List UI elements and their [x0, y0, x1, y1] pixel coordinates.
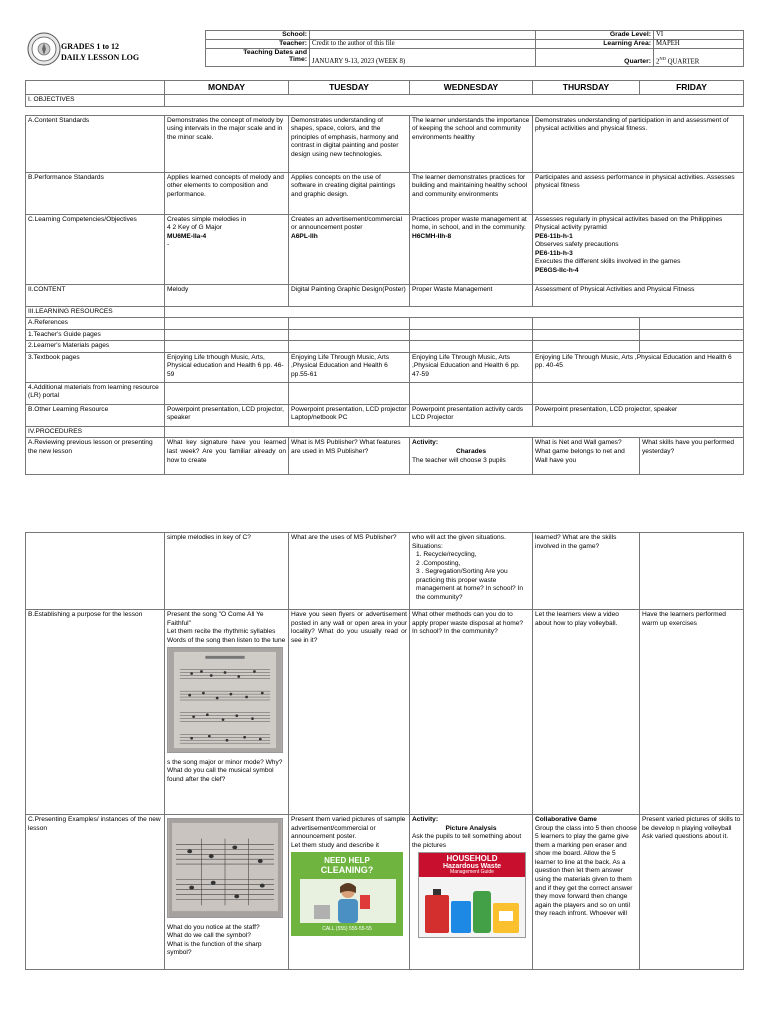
lm-fri — [640, 341, 744, 353]
content-standards-mon: Demonstrates the concept of melody by using intervals in the major scale and in the minor scale. — [165, 115, 289, 172]
teacher-label: Teacher: — [206, 39, 310, 48]
music-staff-image — [167, 818, 283, 918]
reviewing-label: A.Reviewing previous lesson or presenting the new lesson — [26, 438, 165, 475]
presenting-mon-1: What do you notice at the staff? — [167, 923, 260, 931]
cont-wed-1: who will act the given situations. — [412, 534, 506, 541]
performance-standards-mon: Applies learned concepts of melody and other elements to composition and performance. — [165, 172, 289, 214]
tg-mon — [165, 329, 289, 341]
reviewing-fri: What skills have you performed yesterday? — [640, 438, 744, 475]
cont-wed-4: 2 .Composting, — [416, 559, 461, 567]
competencies-wed — [410, 214, 533, 284]
other-wed: Powerpoint presentation activity cards LCD Projector — [410, 404, 533, 426]
poster-line-2: CLEANING? — [320, 865, 374, 876]
comp-tue-code: A6PL-IIh — [291, 232, 318, 240]
presenting-mon-3: What is the function of the sharp symbol? — [167, 940, 262, 957]
tg-thu — [533, 329, 640, 341]
cont-tue: What are the uses of MS Publisher? — [289, 533, 410, 610]
day-friday: FRIDAY — [640, 81, 744, 95]
tg-tue — [289, 329, 410, 341]
cont-wed-2: Situations: — [412, 542, 443, 550]
presenting-mon — [165, 815, 289, 970]
day-tuesday: TUESDAY — [289, 81, 410, 95]
presenting-wed-text: Ask the pupils to tell something about the pictures — [412, 833, 522, 849]
add-mon — [165, 382, 289, 404]
comp-thu-code3: PE6GS-IIc-h-4 — [535, 266, 579, 274]
textbook-label: 3.Textbook pages — [26, 352, 165, 382]
teaching-dates-value: JANUARY 9-13, 2023 (WEEK 8) — [310, 48, 536, 66]
textbook-mon: Enjoying Life trhough Music, Arts, Physical education and Health 6 pp. 46-59 — [165, 352, 289, 382]
presenting-tue-2: Let them study and describe it — [291, 841, 379, 849]
lesson-log-table-page2 — [25, 532, 744, 970]
purpose-label: B.Establishing a purpose for the lesson — [26, 610, 165, 815]
add-thu — [533, 382, 744, 404]
cleaning-woman-icon — [300, 879, 396, 923]
purpose-tue: Have you seen flyers or advertisement posted in any wall or open area in your locality? What do you usually read or see in it? — [289, 610, 410, 815]
comp-thu-code1: PE6-11b-h-1 — [535, 232, 573, 240]
performance-standards-label: B.Performance Standards — [26, 172, 165, 214]
quarter-word: QUARTER — [665, 57, 700, 65]
add-wed — [410, 382, 533, 404]
procedures-heading: IV.PROCEDURES — [26, 426, 165, 438]
review-wed-title: Charades — [455, 447, 487, 455]
content-thu: Assessment of Physical Activities and Physical Fitness — [533, 284, 744, 306]
quarter-num: 2 — [656, 57, 660, 65]
dll-header — [25, 30, 743, 74]
purpose-mon-3: Words of the song then listen to the tune — [167, 636, 286, 644]
resources-heading: III.LEARNING RESOURCES — [26, 306, 165, 318]
title-line-1: GRADES 1 to 12 — [61, 42, 120, 51]
presenting-tue-1: Present them varied pictures of sample advertisement/commercial or announcement poster. — [291, 816, 406, 841]
other-mon: Powerpoint presentation, LCD projector, speaker — [165, 404, 289, 426]
cont-thu: learned? What are the skills involved in the game? — [533, 533, 640, 610]
waste-containers-icon — [423, 881, 523, 935]
competencies-thu — [533, 214, 744, 284]
tg-pages-label: 1.Teacher's Guide pages — [26, 329, 165, 341]
lm-tue — [289, 341, 410, 353]
comp-thu-2: Observes safety precautions — [535, 241, 619, 249]
other-thu: Powerpoint presentation, LCD projector, speaker — [533, 404, 744, 426]
reviewing-mon: What key signature have you learned last week? Are you familiar already on how to create — [165, 438, 289, 475]
review-wed-text: The teacher will choose 3 pupils — [412, 456, 506, 464]
purpose-fri: Have the learners performed warm up exercises — [640, 610, 744, 815]
presenting-thu-text: Group the class into 5 then choose 5 learners to play the game give them a marking pen eraser and show me board. Allow the 5 learner to line at the back. As a question then let them answer using the materials given to them and if they get the correct answer they move forward then change again the players and so on until they reach infront. Whoever will — [535, 824, 637, 918]
textbook-tue: Enjoying Life Through Music, Arts ,Physical Education and Health 6 pp.55-61 — [289, 352, 410, 382]
tg-fri — [640, 329, 744, 341]
cont-mon: simple melodies in key of C? — [165, 533, 289, 610]
performance-standards-wed: The learner demonstrates practices for building and maintaining healthy school and community environments — [410, 172, 533, 214]
reviewing-thu: What is Net and Wall games? What game belongs to net and Wall have you — [533, 438, 640, 475]
presenting-label: C.Presenting Examples/ instances of the new lesson — [26, 815, 165, 970]
spacer-row — [26, 106, 744, 115]
comp-thu-code2: PE6-11b-h-3 — [535, 249, 573, 257]
cont-wed — [410, 533, 533, 610]
performance-standards-thu: Participates and assess performance in physical activities. Assesses physical fitness — [533, 172, 744, 214]
content-mon: Melody — [165, 284, 289, 306]
cont-fri — [640, 533, 744, 610]
ref-tue — [289, 318, 410, 330]
cont-wed-3: 1. Recycle/recycling, — [416, 551, 477, 559]
school-value — [310, 31, 536, 40]
ref-mon — [165, 318, 289, 330]
content-standards-wed: The learner understands the importance of keeping the school and community environments healthy — [410, 115, 533, 172]
content-standards-thu: Demonstrates understanding of participation in and assessment of physical activities and physical fitness. — [533, 115, 744, 172]
guide-line-2: Hazardous Waste — [442, 863, 502, 871]
teaching-dates-label — [206, 48, 310, 66]
purpose-mon-4: s the song major or minor mode? Why? — [167, 758, 283, 766]
cleaning-poster-image — [291, 852, 403, 936]
grade-level-value: VI — [654, 31, 744, 40]
presenting-fri: Present varied pictures of skills to be develop n playing volleyball Ask varied questions about it. — [640, 815, 744, 970]
objectives-heading: I. OBJECTIVES — [26, 95, 165, 107]
learning-area-label: Learning Area: — [536, 39, 654, 48]
content-wed: Proper Waste Management — [410, 284, 533, 306]
presenting-wed-activity: Activity: — [412, 816, 439, 823]
corner-cell — [26, 81, 165, 95]
tg-wed — [410, 329, 533, 341]
content-standards-tue: Demonstrates understanding of shapes, space, colors, and the principles of emphasis, harmony and contrast in digital painting and poster design using new technologies. — [289, 115, 410, 172]
add-tue — [289, 382, 410, 404]
deped-seal-icon — [27, 32, 61, 66]
title-line-2: DAILY LESSON LOG — [61, 52, 140, 62]
textbook-thu: Enjoying Life Through Music, Arts ,Physical Education and Health 6 pp. 40-45 — [533, 352, 744, 382]
presenting-tue — [289, 815, 410, 970]
day-thursday: THURSDAY — [533, 81, 640, 95]
purpose-wed: What other methods can you do to apply proper waste disposal at home? In school? In the community? — [410, 610, 533, 815]
day-wednesday: WEDNESDAY — [410, 81, 533, 95]
comp-tue-1: Creates an advertisement/commercial or announcement poster — [291, 215, 403, 232]
lm-thu — [533, 341, 640, 353]
school-label: School: — [206, 31, 310, 40]
procedures-blank — [165, 426, 744, 438]
header-info-grid — [205, 30, 744, 67]
purpose-mon-2: Let them recite the rhythmic syllables — [167, 628, 276, 636]
guide-line-3: Management Guide — [450, 869, 494, 876]
teacher-value: Credit to the author of this file — [310, 39, 536, 48]
song-sheet-image — [167, 647, 283, 753]
reviewing-wed — [410, 438, 533, 475]
poster-line-3: CALL (555) 555-55-55 — [322, 925, 372, 932]
quarter-sup: ND — [659, 55, 666, 61]
comp-mon-3: - — [167, 241, 170, 249]
learning-area-value: MAPEH — [654, 39, 744, 48]
content-standards-label: A.Content Standards — [26, 115, 165, 172]
lm-wed — [410, 341, 533, 353]
content-label: II.CONTENT — [26, 284, 165, 306]
ref-wed — [410, 318, 533, 330]
references-label: A.References — [26, 318, 165, 330]
objectives-blank — [165, 95, 744, 107]
lm-pages-label: 2.Learner's Materials pages — [26, 341, 165, 353]
comp-wed-1: Practices proper waste management at home, in school, and in the community. — [412, 215, 527, 232]
textbook-wed: Enjoying Life Through Music, Arts ,Physical Education and Health 6 pp. 47-59 — [410, 352, 533, 382]
dates-label-2: Time: — [288, 56, 307, 64]
comp-mon-1: Creates simple melodies in — [167, 215, 247, 223]
guide-line-1: HOUSEHOLD — [446, 854, 498, 864]
lesson-log-table-page1 — [25, 80, 744, 475]
other-resource-label: B.Other Learning Resource — [26, 404, 165, 426]
purpose-mon-1: Present the song "O Come All Ye Faithful" — [167, 611, 264, 627]
dll-title — [61, 42, 139, 64]
competencies-tue — [289, 214, 410, 284]
poster-line-1: NEED HELP — [324, 856, 370, 866]
comp-mon-2: 4 2 Key of G Major — [167, 224, 222, 232]
quarter-label: Quarter: — [536, 48, 654, 66]
hazardous-waste-guide-image — [418, 852, 526, 938]
grade-level-label: Grade Level: — [536, 31, 654, 40]
presenting-thu-title: Collaborative Game — [535, 816, 597, 823]
reviewing-tue: What is MS Publisher? What features are used in MS Publisher? — [289, 438, 410, 475]
comp-thu-1: Assesses regularly in physical activites based on the Philippines Physical activity pyramid — [535, 215, 723, 232]
day-monday: MONDAY — [165, 81, 289, 95]
purpose-mon-5: What do you call the musical symbol found after the clef? — [167, 767, 274, 783]
presenting-thu — [533, 815, 640, 970]
performance-standards-tue: Applies concepts on the use of software in creating digital paintings and graphic design. — [289, 172, 410, 214]
purpose-thu: Let the learners view a video about how to play volleyball. — [533, 610, 640, 815]
cont-wed-5: 3 . Segregation/Sorting Are you practicing this proper waste management at home? In school? In the community? — [416, 568, 524, 601]
presenting-wed — [410, 815, 533, 970]
dates-label-1: Teaching Dates and — [243, 48, 307, 56]
comp-thu-3: Executes the different skills involved in the games — [535, 258, 681, 266]
additional-label: 4.Additional materials from learning resource (LR) portal — [26, 382, 165, 404]
review-wed-activity: Activity: — [412, 439, 439, 447]
comp-mon-code: MU6ME-IIa-4 — [167, 232, 207, 240]
ref-fri — [640, 318, 744, 330]
cont-label-blank — [26, 533, 165, 610]
resources-blank — [165, 306, 744, 318]
ref-thu — [533, 318, 640, 330]
lm-mon — [165, 341, 289, 353]
other-tue: Powerpoint presentation, LCD projector Laptop/netbook PC — [289, 404, 410, 426]
presenting-wed-title: Picture Analysis — [445, 824, 497, 832]
competencies-mon — [165, 214, 289, 284]
quarter-value — [654, 48, 744, 66]
purpose-mon — [165, 610, 289, 815]
competencies-label: C.Learning Competencies/Objectives — [26, 214, 165, 284]
presenting-mon-2: What do we call the symbol? — [167, 932, 251, 940]
comp-wed-code: H6CMH-IIh-8 — [412, 232, 452, 240]
content-tue: Digital Painting Graphic Design(Poster) — [289, 284, 410, 306]
